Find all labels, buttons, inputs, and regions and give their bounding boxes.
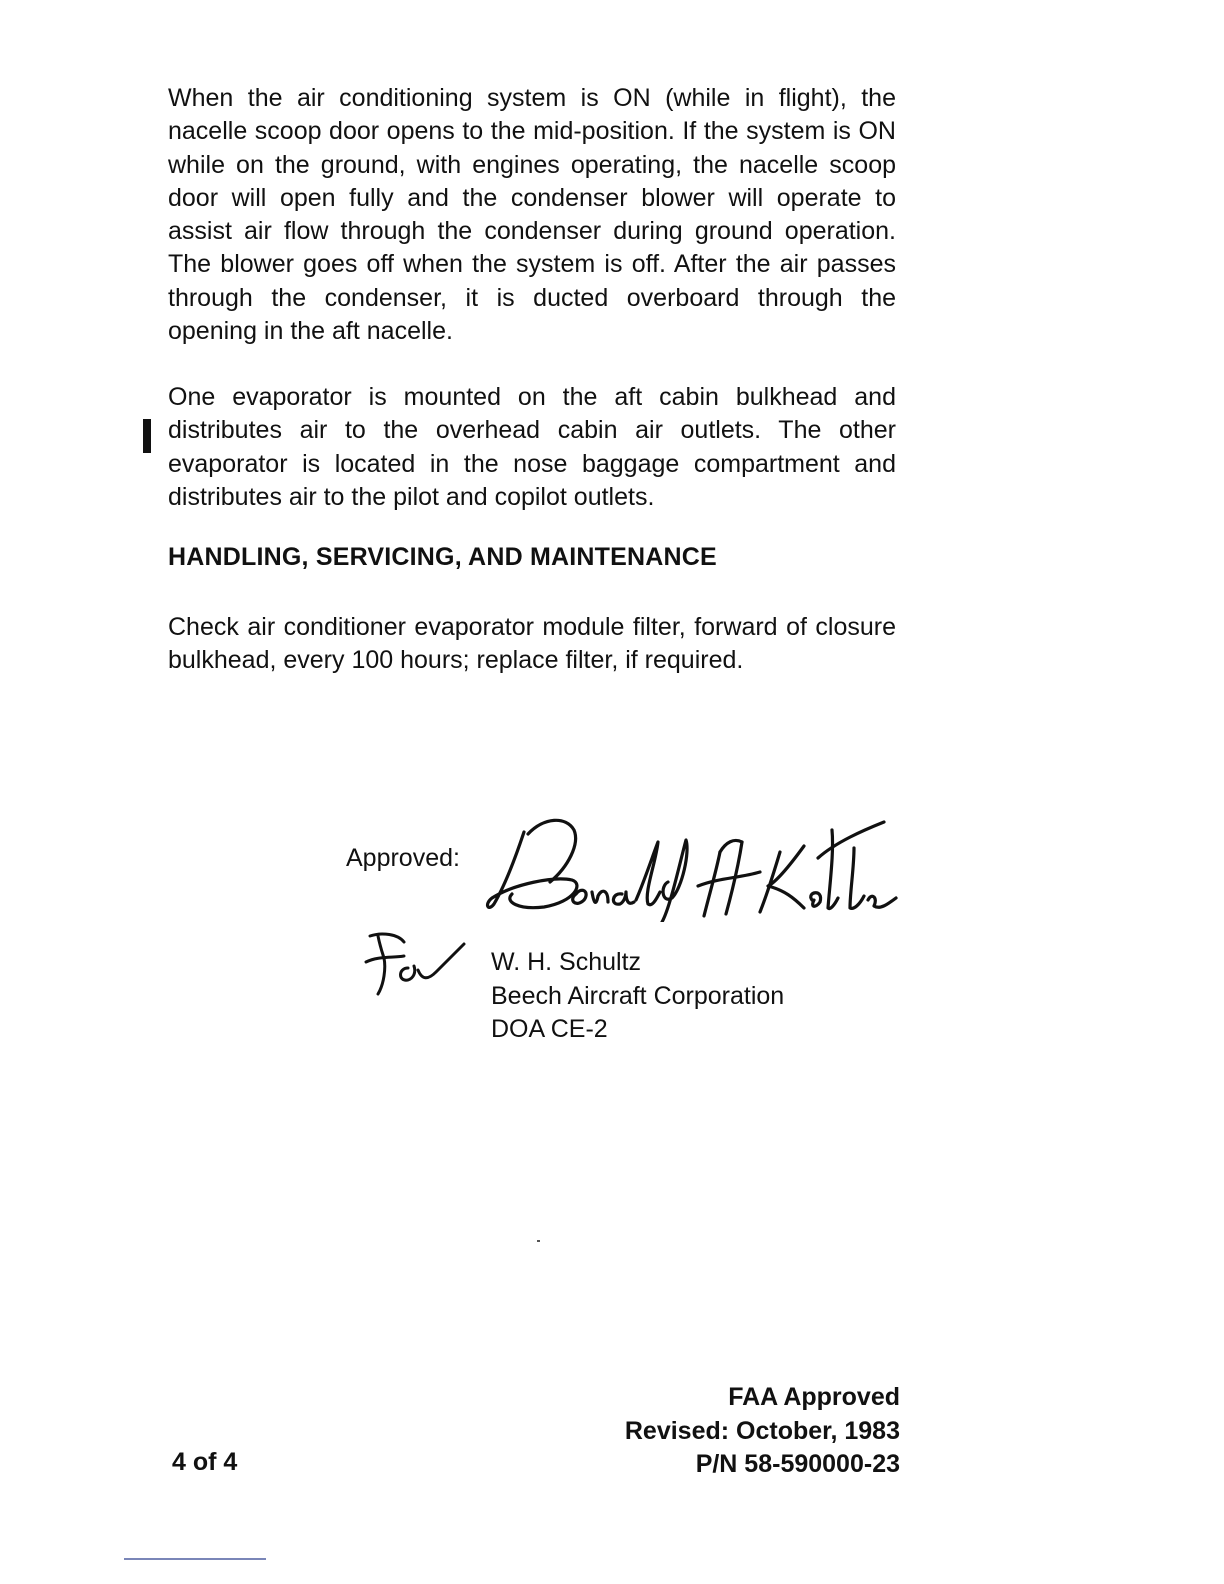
revision-date: Revised: October, 1983 [624, 1416, 900, 1445]
part-number: P/N 58-590000-23 [695, 1450, 900, 1478]
handwritten-signature [484, 812, 904, 922]
scan-speck [537, 1240, 540, 1242]
signer-company: Beech Aircraft Corporation [491, 981, 785, 1010]
bottom-rule [124, 1558, 266, 1560]
body-paragraph-1: When the air conditioning system is ON (while in flight), the nacelle scoop door opens to the mid-position. If the system is ON while on the ground, with engines operating, the nacelle scoop door will open fully and the condenser blower will operate to assist air flow through the condenser during ground operation. The blower goes off when the system is off. After the air passes through the condenser, it is ducted overboard through the opening in the aft nacelle. [168, 84, 896, 346]
faa-approved-label: FAA Approved [728, 1383, 900, 1411]
signer-name: W. H. Schultz [491, 948, 642, 976]
approved-label: Approved: [346, 844, 460, 872]
handwritten-for-mark [364, 928, 468, 1000]
signer-doa: DOA CE-2 [491, 1015, 608, 1043]
revision-change-bar [143, 419, 151, 453]
page-number: 4 of 4 [172, 1448, 238, 1476]
section-heading: HANDLING, SERVICING, AND MAINTENANCE [168, 543, 717, 571]
footer-approval-block [625, 1381, 900, 1482]
signer-block [491, 946, 784, 1047]
body-paragraph-2: One evaporator is mounted on the aft cabin bulkhead and distributes air to the overhead cabin air outlets. The other evaporator is located in the nose baggage compartment and distributes air to the pilot and copilot outlets. [168, 383, 896, 511]
body-paragraph-3: Check air conditioner evaporator module filter, forward of closure bulkhead, every 100 hours; replace filter, if required. [168, 613, 896, 675]
